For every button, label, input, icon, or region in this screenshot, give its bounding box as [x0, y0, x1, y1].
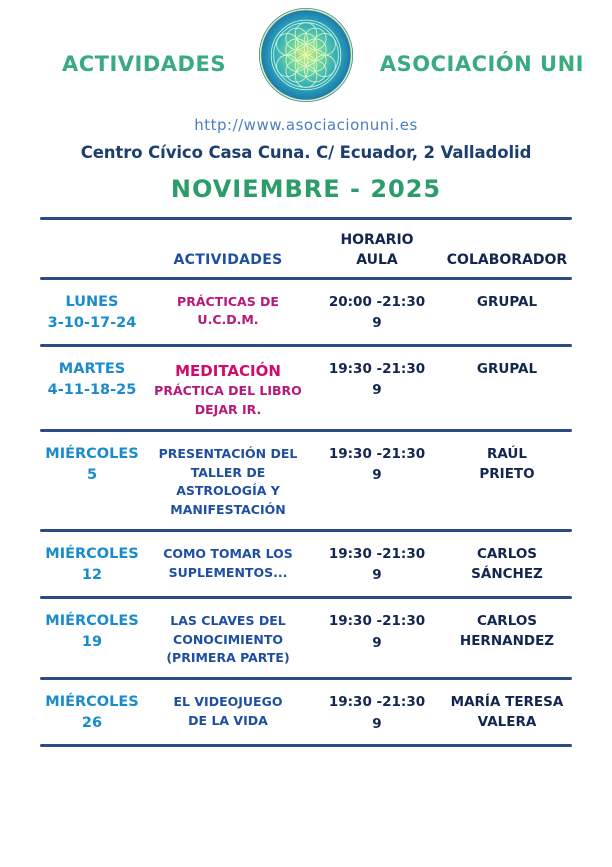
row-day-name: MARTES [58, 360, 126, 377]
row-day-dates: 12 [81, 566, 103, 583]
row-room: 9 [372, 715, 382, 732]
poster-header [0, 0, 612, 108]
column-header-collaborator: COLABORADOR [446, 251, 568, 268]
row-activity [144, 357, 312, 420]
row-time [312, 690, 442, 735]
row-activity [144, 542, 312, 583]
column-header-time-line2: AULA [356, 252, 398, 269]
row-collaborator [442, 357, 572, 379]
month-title: NOVIEMBRE - 2025 [170, 175, 442, 203]
table-row [40, 532, 572, 596]
row-collaborator-line: GRUPAL [476, 360, 538, 377]
row-activity-line: EL VIDEOJUEGO [173, 694, 283, 710]
row-activity [144, 690, 312, 731]
venue-address: Centro Cívico Casa Cuna. C/ Ecuador, 2 Valladolid [80, 143, 532, 162]
row-time [312, 290, 442, 335]
row-activity-line: SUPLEMENTOS... [168, 564, 288, 580]
row-activity-line: DE LA VIDA [188, 712, 268, 728]
table-row [40, 347, 572, 429]
row-activity-line: CONOCIMIENTO [173, 631, 283, 647]
table-row [40, 599, 572, 677]
row-time-range: 19:30 -21:30 [328, 612, 426, 629]
row-collaborator-line: PRIETO [479, 466, 535, 483]
table-row [40, 432, 572, 529]
row-collaborator-line: MARÍA TERESA [450, 694, 564, 711]
row-time [312, 542, 442, 587]
row-time-range: 19:30 -21:30 [328, 445, 426, 462]
row-activity-line: ASTROLOGÍA Y [176, 483, 280, 499]
row-room: 9 [372, 634, 382, 651]
row-collaborator [442, 290, 572, 312]
column-header-time-line1: HORARIO [340, 232, 414, 248]
row-day-dates: 26 [81, 715, 103, 732]
row-day [40, 290, 144, 334]
row-day-dates: 19 [81, 633, 103, 650]
column-header-day [40, 269, 144, 271]
column-header-activity: ACTIVIDADES [173, 251, 283, 268]
table-rows [40, 280, 572, 748]
row-activity-line: LAS CLAVES DEL [170, 612, 286, 628]
row-day-name: MIÉRCOLES [45, 612, 139, 629]
row-collaborator-line: VALERA [477, 714, 537, 731]
row-day [40, 542, 144, 586]
row-time [312, 442, 442, 487]
row-collaborator [442, 690, 572, 733]
row-day-dates: 5 [86, 466, 98, 483]
row-day-dates: 4-11-18-25 [47, 381, 137, 398]
row-day-name: MIÉRCOLES [45, 694, 139, 711]
row-collaborator-line: GRUPAL [476, 293, 538, 310]
row-activity [144, 609, 312, 668]
table-row [40, 280, 572, 344]
row-time [312, 609, 442, 654]
row-activity-line: (PRIMERA PARTE) [166, 650, 290, 666]
row-time-range: 19:30 -21:30 [328, 694, 426, 711]
row-room: 9 [372, 467, 382, 484]
row-activity-title: MEDITACIÓN [175, 361, 281, 380]
row-day [40, 442, 144, 486]
row-activity-line: DEJAR IR. [194, 402, 262, 418]
row-collaborator-line: CARLOS [476, 612, 538, 629]
header-title-right: ASOCIACIÓN UNI [379, 52, 584, 76]
website-url[interactable]: http://www.asociacionuni.es [194, 116, 418, 134]
row-activity-line: TALLER DE [190, 464, 266, 480]
schedule-table [40, 217, 572, 747]
row-activity [144, 290, 312, 331]
row-collaborator-line: HERNANDEZ [459, 633, 555, 650]
row-collaborator-line: CARLOS [476, 545, 538, 562]
row-room: 9 [372, 315, 382, 332]
row-activity-line: PRÁCTICAS DE [177, 293, 279, 309]
table-row [40, 680, 572, 744]
row-day [40, 690, 144, 734]
row-collaborator-line: RAÚL [487, 445, 527, 462]
row-activity-line: MANIFESTACIÓN [170, 502, 286, 518]
row-day-dates: 3-10-17-24 [47, 314, 137, 331]
row-activity-line: COMO TOMAR LOS [163, 545, 293, 561]
row-room: 9 [372, 382, 382, 399]
row-time [312, 357, 442, 402]
row-activity-line: U.C.D.M. [197, 312, 259, 328]
row-day-name: MIÉRCOLES [45, 545, 139, 562]
row-time-range: 19:30 -21:30 [328, 545, 426, 562]
column-header-time [312, 228, 442, 271]
flower-of-life-logo [257, 6, 355, 104]
row-collaborator [442, 542, 572, 585]
row-activity-line: PRESENTACIÓN DEL [158, 445, 298, 461]
header-title-left: ACTIVIDADES [62, 52, 226, 76]
row-day [40, 609, 144, 653]
row-room: 9 [372, 567, 382, 584]
row-divider [40, 744, 572, 747]
row-time-range: 20:00 -21:30 [328, 293, 426, 310]
row-day-name: MIÉRCOLES [45, 445, 139, 462]
row-activity-line: PRÁCTICA DEL LIBRO [154, 383, 302, 399]
row-collaborator [442, 609, 572, 652]
row-day [40, 357, 144, 401]
table-header-row [40, 220, 572, 277]
row-activity [144, 442, 312, 520]
row-time-range: 19:30 -21:30 [328, 360, 426, 377]
row-day-name: LUNES [65, 293, 119, 310]
row-collaborator-line: SÁNCHEZ [471, 566, 543, 583]
row-collaborator [442, 442, 572, 485]
